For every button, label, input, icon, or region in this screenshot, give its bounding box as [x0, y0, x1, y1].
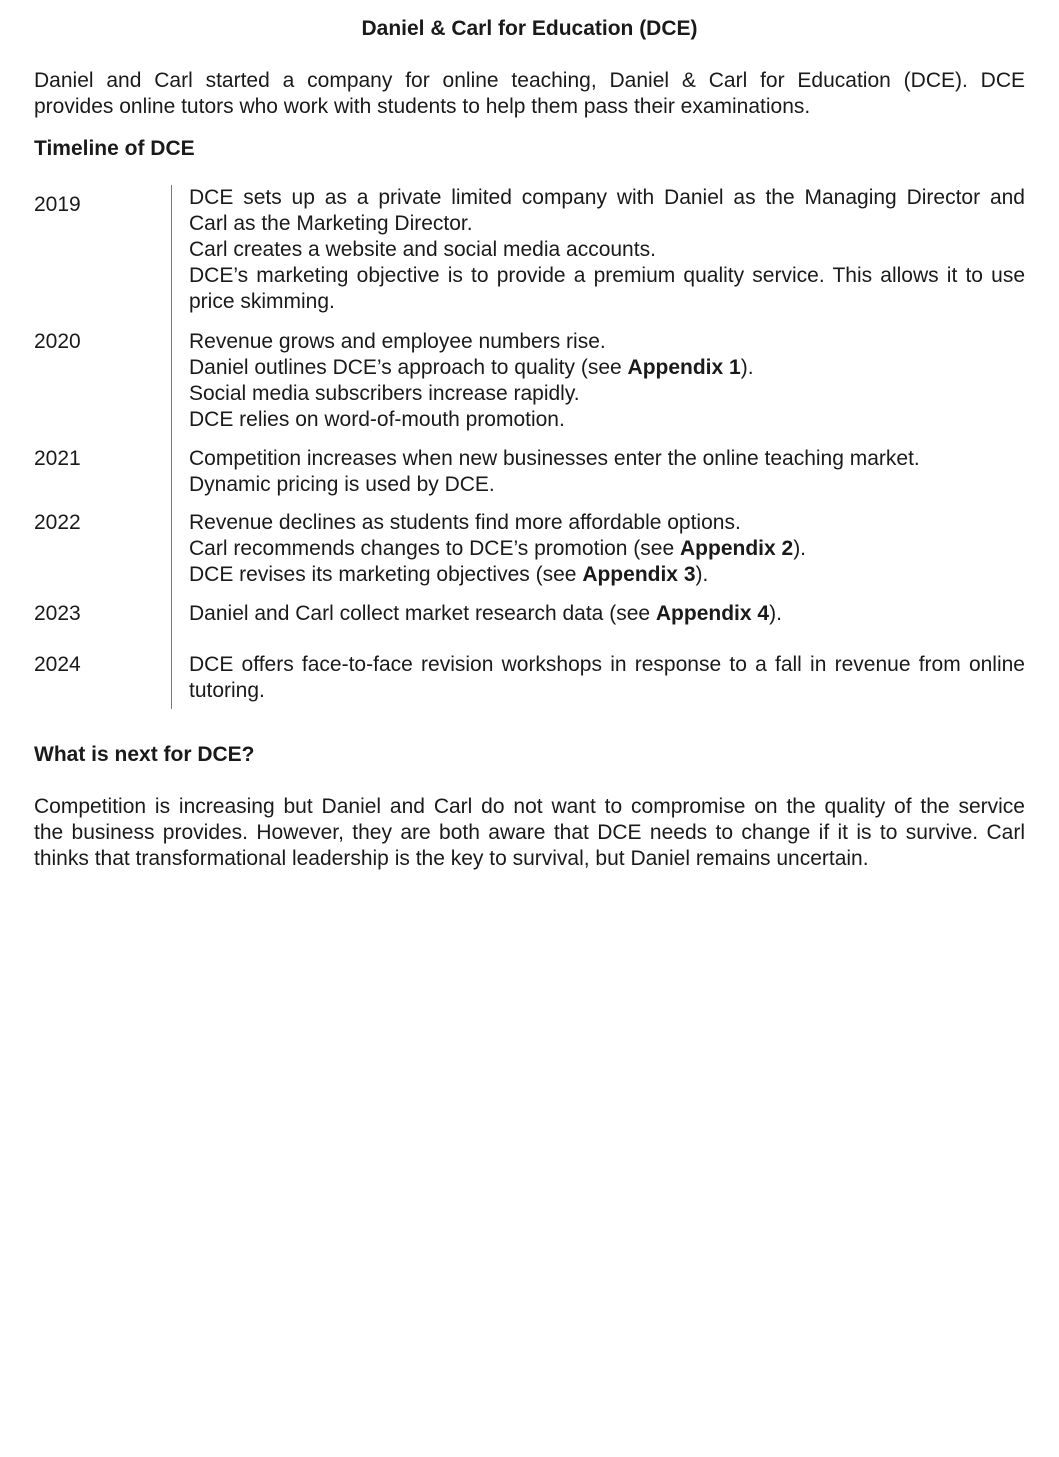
closing-line: thinks that transformational leadership is the key to survival, but Daniel remains uncertain.: [34, 847, 869, 870]
timeline-event: price skimming.: [189, 290, 335, 313]
timeline-year: 2022: [34, 511, 81, 534]
timeline-events-2019: [189, 185, 1025, 315]
intro-paragraph: [34, 68, 1025, 120]
timeline-event: DCE revises its marketing objectives (see Appendix 3).: [189, 563, 709, 586]
appendix-reference: Appendix 1: [627, 356, 741, 379]
appendix-reference: Appendix 2: [680, 537, 794, 560]
timeline-event: Dynamic pricing is used by DCE.: [189, 473, 495, 496]
timeline-divider: [171, 185, 172, 709]
appendix-reference: Appendix 3: [582, 563, 696, 586]
timeline-year: 2023: [34, 602, 81, 625]
timeline-year: 2024: [34, 653, 81, 676]
timeline-event: Revenue grows and employee numbers rise.: [189, 330, 606, 353]
timeline-events-2020: [189, 329, 1025, 433]
timeline-event: Carl creates a website and social media accounts.: [189, 238, 656, 261]
timeline-event: Carl as the Marketing Director.: [189, 212, 473, 235]
timeline-event: Competition increases when new businesses enter the online teaching market.: [189, 447, 920, 470]
document-title: Daniel & Carl for Education (DCE): [361, 17, 698, 40]
closing-line: Competition is increasing but Daniel and Carl do not want to compromise on the quality of the service: [34, 795, 1025, 818]
timeline-event: DCE relies on word-of-mouth promotion.: [189, 408, 565, 431]
timeline-event: tutoring.: [189, 679, 265, 702]
timeline-events-2023: [189, 601, 1025, 627]
timeline-event: Carl recommends changes to DCE’s promotion (see Appendix 2).: [189, 537, 807, 560]
closing-line: the business provides. However, they are both aware that DCE needs to change if it is to survive. Carl: [34, 821, 1025, 844]
timeline-event: Daniel and Carl collect market research data (see Appendix 4).: [189, 602, 782, 625]
closing-paragraph: [34, 794, 1025, 872]
appendix-reference: Appendix 4: [655, 602, 770, 625]
timeline-event: DCE’s marketing objective is to provide a premium quality service. This allows it to use: [189, 264, 1025, 287]
next-heading: What is next for DCE?: [34, 743, 255, 766]
timeline-events-2022: [189, 510, 1025, 588]
timeline-year: 2020: [34, 330, 81, 353]
intro-line: provides online tutors who work with students to help them pass their examinations.: [34, 95, 811, 118]
timeline-year: 2019: [34, 193, 81, 216]
timeline-event: DCE sets up as a private limited company with Daniel as the Managing Director and: [189, 186, 1025, 209]
timeline-event: Revenue declines as students find more affordable options.: [189, 511, 741, 534]
timeline-event: Daniel outlines DCE’s approach to quality (see Appendix 1).: [189, 356, 754, 379]
timeline-heading: Timeline of DCE: [34, 137, 195, 160]
intro-line: Daniel and Carl started a company for online teaching, Daniel & Carl for Education (DCE). DCE: [34, 69, 1025, 92]
timeline-events-2021: [189, 446, 1025, 498]
timeline-year: 2021: [34, 447, 81, 470]
timeline-events-2024: [189, 652, 1025, 704]
timeline-event: DCE offers face-to-face revision workshops in response to a fall in revenue from online: [189, 653, 1025, 676]
timeline-event: Social media subscribers increase rapidly.: [189, 382, 580, 405]
